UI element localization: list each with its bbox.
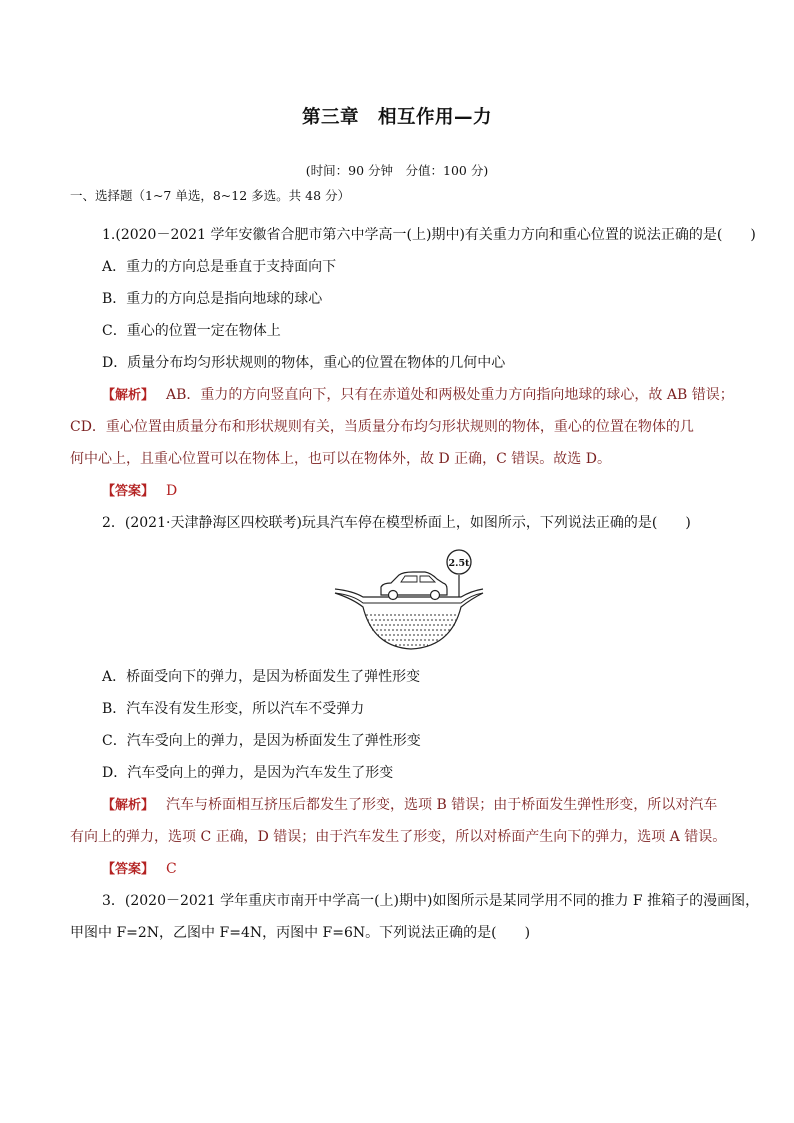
- q2-option-b: B．汽车没有发生形变，所以汽车不受弹力: [102, 701, 365, 717]
- chapter-title: 第三章 相互作用—力: [301, 107, 492, 128]
- bridge-car-figure: [333, 545, 485, 653]
- analysis-tag: 【解析】: [102, 798, 155, 813]
- section-heading: 一、选择题（1~7 单选，8~12 多选。共 48 分）: [70, 188, 351, 203]
- car-wheel-front: [389, 591, 398, 600]
- question-3-stem-line-2: 甲图中 F=2N，乙图中 F=4N，丙图中 F=6N。下列说法正确的是( ): [70, 925, 531, 941]
- question-3-stem-line-1: 3．(2020－2021 学年重庆市南开中学高一(上)期中)如图所示是某同学用不同的推力 F 推箱子的漫画图，: [102, 893, 760, 909]
- exam-meta: (时间：90 分钟 分值：100 分): [305, 163, 489, 178]
- basin-outline: [335, 593, 483, 649]
- analysis-text: 汽车与桥面相互挤压后都发生了形变，选项 B 错误；由于桥面发生弹性形变，所以对汽车: [166, 797, 718, 813]
- water-pattern: [366, 615, 458, 645]
- q2-answer: [102, 860, 177, 879]
- q1-analysis-line-3: 何中心上，且重心位置可以在物体上，也可以在物体外，故 D 正确，C 错误。故选 D。: [70, 451, 611, 467]
- question-1-stem: 1.(2020－2021 学年安徽省合肥市第六中学高一(上)期中)有关重力方向和重心位置的说法正确的是( ): [102, 227, 756, 243]
- q1-option-b: B．重力的方向总是指向地球的球心: [102, 291, 323, 307]
- answer-tag: 【答案】: [102, 484, 155, 499]
- answer-tag: 【答案】: [102, 862, 155, 877]
- q2-analysis-line-1: [102, 796, 717, 815]
- q1-answer: [102, 482, 177, 501]
- q2-analysis-line-2: 有向上的弹力，选项 C 正确，D 错误；由于汽车发生了形变，所以对桥面产生向下的弹力，选项 A 错误。: [70, 829, 727, 845]
- q2-option-d: D．汽车受向上的弹力，是因为汽车发生了形变: [102, 765, 394, 781]
- q2-option-c: C．汽车受向上的弹力，是因为桥面发生了弹性形变: [102, 733, 421, 749]
- answer-value: C: [166, 861, 177, 877]
- analysis-text: AB．重力的方向竖直向下，只有在赤道处和两极处重力方向指向地球的球心，故 AB 错误；: [166, 387, 734, 403]
- answer-value: D: [166, 483, 178, 499]
- analysis-tag: 【解析】: [102, 388, 155, 403]
- q1-analysis-line-2: CD．重心位置由质量分布和形状规则有关，当质量分布均匀形状规则的物体，重心的位置在物体的几: [70, 419, 694, 435]
- weight-limit-text: 2.5t: [448, 558, 470, 569]
- car-wheel-rear: [431, 591, 440, 600]
- q2-option-a: A．桥面受向下的弹力，是因为桥面发生了弹性形变: [102, 669, 421, 685]
- q1-option-d: D．质量分布均匀形状规则的物体，重心的位置在物体的几何中心: [102, 355, 506, 371]
- q1-analysis-line-1: [102, 386, 734, 405]
- q1-option-a: A．重力的方向总是垂直于支持面向下: [102, 259, 337, 275]
- question-2-stem: 2．(2021·天津静海区四校联考)玩具汽车停在模型桥面上，如图所示，下列说法正确的是( ): [102, 515, 691, 531]
- q1-option-c: C．重心的位置一定在物体上: [102, 323, 281, 339]
